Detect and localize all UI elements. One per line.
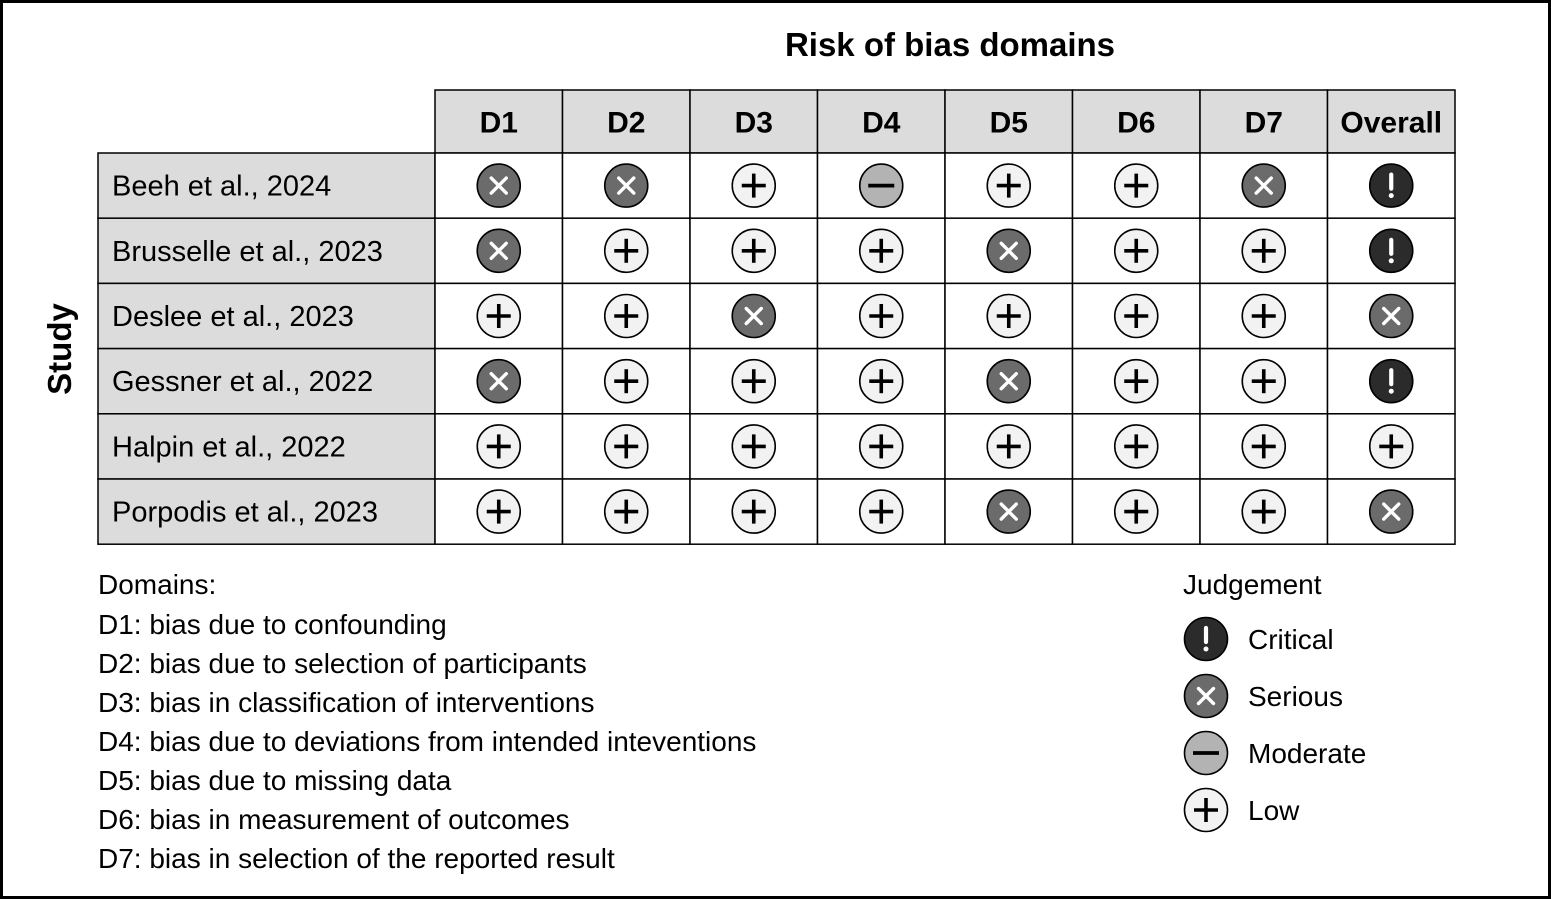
legend-label-critical: Critical: [1248, 624, 1334, 655]
domain-description: D7: bias in selection of the reported result: [98, 843, 615, 874]
judgement-low-icon: [605, 229, 648, 272]
judgement-low-icon: [1242, 490, 1285, 533]
judgement-critical-icon: [1370, 229, 1413, 272]
judgement-low-icon: [860, 229, 903, 272]
judgement-low-icon: [1115, 425, 1158, 468]
legend-moderate-icon: [1185, 732, 1228, 775]
column-header-d2: D2: [607, 106, 646, 140]
judgement-low-icon: [732, 164, 775, 207]
domain-description: D5: bias due to missing data: [98, 765, 452, 796]
domain-description: D6: bias in measurement of outcomes: [98, 804, 570, 835]
judgement-low-icon: [1242, 295, 1285, 338]
study-label: Halpin et al., 2022: [112, 431, 346, 464]
judgement-low-icon: [987, 425, 1030, 468]
legend-low-icon: [1185, 789, 1228, 832]
judgement-serious-icon: [987, 490, 1030, 533]
judgement-serious-icon: [477, 360, 520, 403]
judgement-low-icon: [477, 425, 520, 468]
judgement-low-icon: [860, 425, 903, 468]
legend-title: Judgement: [1183, 569, 1322, 600]
legend-critical-icon: [1185, 618, 1228, 661]
column-header-d7: D7: [1244, 106, 1283, 140]
judgement-low-icon: [987, 164, 1030, 207]
judgement-serious-icon: [732, 295, 775, 338]
judgement-low-icon: [1370, 425, 1413, 468]
column-header-d5: D5: [989, 106, 1028, 140]
domain-description: D3: bias in classification of interventions: [98, 687, 595, 718]
domain-description: D2: bias due to selection of participants: [98, 648, 587, 679]
judgement-serious-icon: [477, 229, 520, 272]
judgement-low-icon: [1115, 295, 1158, 338]
study-label: Beeh et al., 2024: [112, 170, 332, 203]
judgement-low-icon: [1115, 360, 1158, 403]
judgement-low-icon: [1115, 229, 1158, 272]
study-label: Gessner et al., 2022: [112, 366, 374, 399]
chart-title: Risk of bias domains: [784, 26, 1116, 63]
judgement-serious-icon: [1370, 295, 1413, 338]
judgement-low-icon: [605, 360, 648, 403]
judgement-low-icon: [860, 490, 903, 533]
study-label: Brusselle et al., 2023: [112, 235, 383, 268]
judgement-serious-icon: [605, 164, 648, 207]
column-header-overall: Overall: [1340, 106, 1443, 140]
judgement-serious-icon: [987, 360, 1030, 403]
row-axis-label: Study: [41, 303, 78, 395]
judgement-low-icon: [605, 490, 648, 533]
judgement-critical-icon: [1370, 164, 1413, 207]
judgement-serious-icon: [1242, 164, 1285, 207]
column-header-d6: D6: [1117, 106, 1156, 140]
legend-label-moderate: Moderate: [1248, 738, 1367, 769]
judgement-low-icon: [732, 425, 775, 468]
domain-description: D4: bias due to deviations from intended inteventions: [98, 726, 757, 757]
judgement-low-icon: [1115, 164, 1158, 207]
judgement-low-icon: [1115, 490, 1158, 533]
judgement-low-icon: [732, 490, 775, 533]
domains-heading: Domains:: [98, 569, 217, 600]
judgement-low-icon: [860, 295, 903, 338]
judgement-moderate-icon: [860, 164, 903, 207]
judgement-legend: [1183, 569, 1366, 832]
judgement-low-icon: [1242, 360, 1285, 403]
column-header-d4: D4: [862, 106, 901, 140]
column-header-d3: D3: [734, 106, 773, 140]
judgement-serious-icon: [1370, 490, 1413, 533]
judgement-low-icon: [605, 295, 648, 338]
column-header-d1: D1: [479, 106, 518, 140]
judgement-low-icon: [732, 360, 775, 403]
judgement-low-icon: [860, 360, 903, 403]
judgement-critical-icon: [1370, 360, 1413, 403]
judgement-low-icon: [732, 229, 775, 272]
judgement-low-icon: [1242, 425, 1285, 468]
judgement-serious-icon: [987, 229, 1030, 272]
judgement-low-icon: [1242, 229, 1285, 272]
judgement-low-icon: [477, 490, 520, 533]
judgement-low-icon: [605, 425, 648, 468]
study-label: Porpodis et al., 2023: [112, 496, 379, 529]
judgement-low-icon: [477, 295, 520, 338]
legend-label-low: Low: [1248, 795, 1300, 826]
judgement-low-icon: [987, 295, 1030, 338]
legend-serious-icon: [1185, 675, 1228, 718]
domain-descriptions: [98, 569, 756, 874]
judgement-serious-icon: [477, 164, 520, 207]
study-label: Deslee et al., 2023: [112, 301, 354, 333]
legend-label-serious: Serious: [1248, 681, 1343, 712]
domain-description: D1: bias due to confounding: [98, 609, 447, 640]
